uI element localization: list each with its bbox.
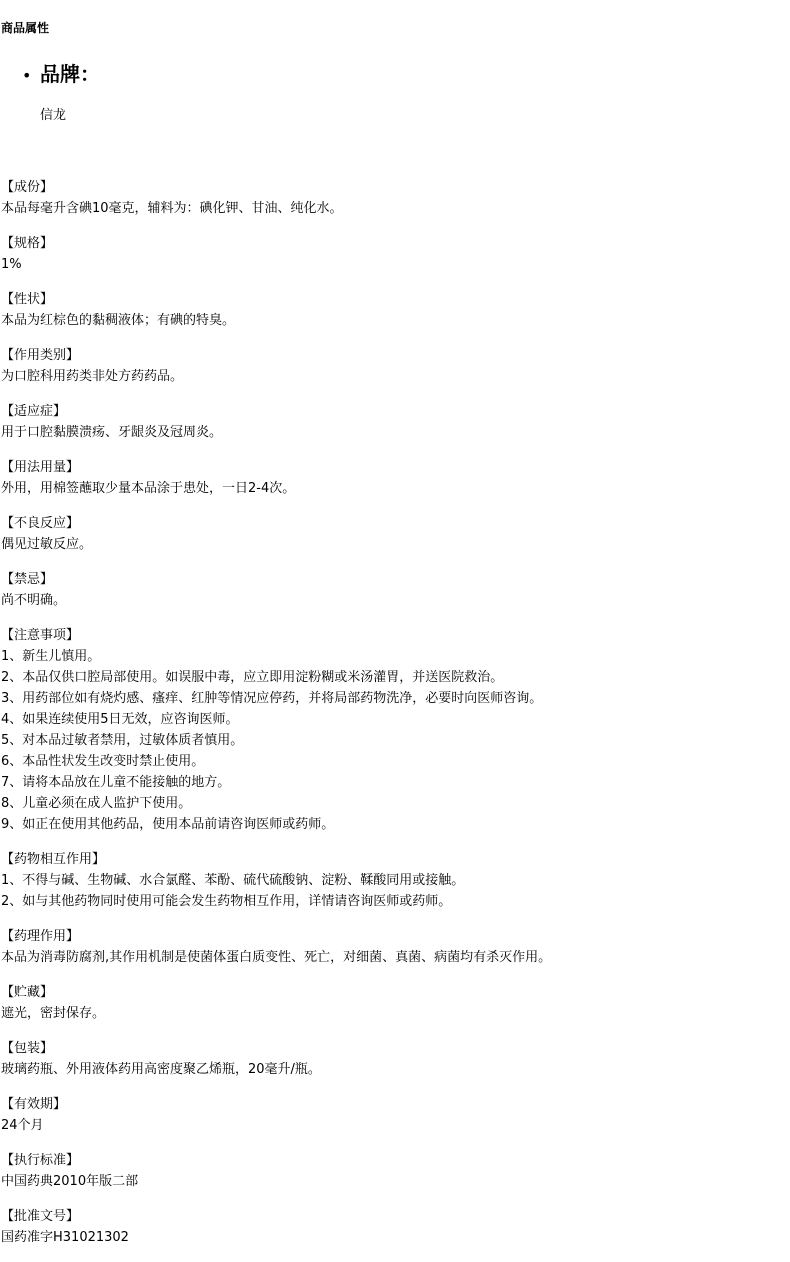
- section-text: 本品为消毒防腐剂,其作用机制是使菌体蛋白质变性、死亡，对细菌、真菌、病菌均有杀灭作用。: [1, 950, 552, 965]
- section-text: 2、如与其他药物同时使用可能会发生药物相互作用，详情请咨询医师或药师。: [1, 894, 452, 909]
- section-text: 6、本品性状发生改变时禁止使用。: [1, 754, 205, 769]
- section-heading: 【药理作用】: [1, 929, 80, 944]
- section-heading: 【适应症】: [1, 404, 67, 419]
- section-heading: 【禁忌】: [1, 572, 54, 587]
- instruction-sections: [1, 177, 786, 1262]
- section-heading: 【包装】: [1, 1041, 54, 1056]
- section-text: 5、对本品过敏者禁用，过敏体质者慎用。: [1, 733, 244, 748]
- section-heading: 【贮藏】: [1, 985, 54, 1000]
- section-heading: 【规格】: [1, 236, 54, 251]
- section-text: 为口腔科用药类非处方药药品。: [1, 369, 184, 384]
- section-text: 用于口腔黏膜溃疡、牙龈炎及冠周炎。: [1, 425, 223, 440]
- section-text: 本品为红棕色的黏稠液体；有碘的特臭。: [1, 313, 236, 328]
- section: [1, 849, 786, 912]
- section-text: 8、儿童必须在成人监护下使用。: [1, 796, 192, 811]
- section-text: 2、本品仅供口腔局部使用。如误服中毒，应立即用淀粉糊或米汤灌胃，并送医院救治。: [1, 670, 504, 685]
- section-heading: 【性状】: [1, 292, 54, 307]
- section: [1, 1150, 786, 1192]
- section-text: 4、如果连续使用5日无效，应咨询医师。: [1, 712, 239, 727]
- section-text: 玻璃药瓶、外用液体药用高密度聚乙烯瓶，20毫升/瓶。: [1, 1062, 321, 1077]
- section: [1, 233, 786, 275]
- brand-label: 品牌：: [40, 62, 100, 86]
- section-text: 中国药典2010年版二部: [1, 1174, 139, 1189]
- brand-bullet: •: [22, 66, 32, 85]
- section-text: 1、新生儿慎用。: [1, 649, 101, 664]
- brand-value: 信龙: [40, 108, 67, 123]
- section: [1, 177, 786, 219]
- section-text: 24个月: [1, 1118, 44, 1133]
- section-text: 9、如正在使用其他药品，使用本品前请咨询医师或药师。: [1, 817, 335, 832]
- section: [1, 345, 786, 387]
- section-heading: 【用法用量】: [1, 460, 80, 475]
- section-heading: 【药物相互作用】: [1, 852, 106, 867]
- section-text: 1%: [1, 257, 22, 272]
- section: [1, 1038, 786, 1080]
- section-text: 本品每毫升含碘10毫克，辅料为：碘化钾、甘油、纯化水。: [1, 201, 343, 216]
- section-heading: 【作用类别】: [1, 348, 80, 363]
- section-text: 外用，用棉签蘸取少量本品涂于患处，一日2-4次。: [1, 481, 296, 496]
- attributes-title: 商品属性: [1, 21, 50, 35]
- section: [1, 926, 786, 968]
- section: [1, 625, 786, 835]
- section-text: 7、请将本品放在儿童不能接触的地方。: [1, 775, 231, 790]
- section-heading: 【成份】: [1, 180, 54, 195]
- section-text: 尚不明确。: [1, 593, 67, 608]
- section-heading: 【不良反应】: [1, 516, 80, 531]
- section-heading: 【注意事项】: [1, 628, 80, 643]
- section: [1, 569, 786, 611]
- section-heading: 【批准文号】: [1, 1209, 80, 1224]
- section: [1, 457, 786, 499]
- section-heading: 【执行标准】: [1, 1153, 80, 1168]
- section-text: 遮光，密封保存。: [1, 1006, 106, 1021]
- section: [1, 401, 786, 443]
- section: [1, 1094, 786, 1136]
- section-text: 国药准字H31021302: [1, 1230, 129, 1245]
- section-text: 偶见过敏反应。: [1, 537, 93, 552]
- section-heading: 【有效期】: [1, 1097, 67, 1112]
- section-text: 1、不得与碱、生物碱、水合氯醛、苯酚、硫代硫酸钠、淀粉、鞣酸同用或接触。: [1, 873, 465, 888]
- section: [1, 513, 786, 555]
- section: [1, 982, 786, 1024]
- section: [1, 1206, 786, 1248]
- section: [1, 289, 786, 331]
- section-text: 3、用药部位如有烧灼感、瘙痒、红肿等情况应停药，并将局部药物洗净，必要时向医师咨询。: [1, 691, 543, 706]
